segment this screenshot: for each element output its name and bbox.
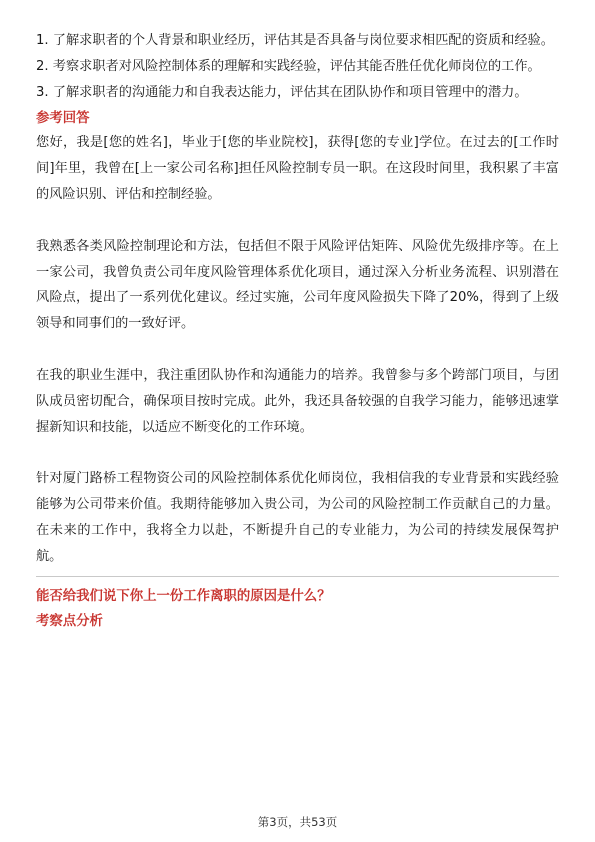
paragraph-gap xyxy=(36,208,559,234)
page-content xyxy=(36,28,559,633)
answer-label: 参考回答 xyxy=(36,111,90,127)
section-divider xyxy=(36,576,559,577)
answer-paragraph-4: 针对厦门路桥工程物资公司的风险控制体系优化师岗位，我相信我的专业背景和实践经验能够为公司带来价值。我期待能够加入贵公司，为公司的风险控制工作贡献自己的力量。在未来的工作中，我将全力以赴，不断提升自己的专业能力，为公司的持续发展保驾护航。 xyxy=(36,471,559,564)
assessment-point-3: 3. 了解求职者的沟通能力和自我表达能力，评估其在团队协作和项目管理中的潜力。 xyxy=(36,84,528,100)
assessment-point-2: 2. 考察求职者对风险控制体系的理解和实践经验，评估其能否胜任优化师岗位的工作。 xyxy=(36,58,541,74)
answer-paragraph-1: 您好，我是[您的姓名]，毕业于[您的毕业院校]，获得[您的专业]学位。在过去的[工作时间]年里，我曾在[上一家公司名称]担任风险控制专员一职。在这段时间里，我积累了丰富的风险识别、评估和控制经验。 xyxy=(36,135,559,202)
answer-paragraph-3: 在我的职业生涯中，我注重团队协作和沟通能力的培养。我曾参与多个跨部门项目，与团队成员密切配合，确保项目按时完成。此外，我还具备较强的自我学习能力，能够迅速掌握新知识和技能，以适应不断变化的工作环境。 xyxy=(36,367,559,435)
next-question: 能否给我们说下你上一份工作离职的原因是什么？ xyxy=(36,588,331,604)
assessment-point-1: 1. 了解求职者的个人背景和职业经历，评估其是否具备与岗位要求相匹配的资质和经验。 xyxy=(36,33,554,48)
paragraph-gap xyxy=(36,337,559,363)
page-footer: 第3页，共53页 xyxy=(257,815,338,829)
analysis-label: 考察点分析 xyxy=(36,613,103,629)
answer-paragraph-2: 我熟悉各类风险控制理论和方法，包括但不限于风险评估矩阵、风险优先级排序等。在上一家公司，我曾负责公司年度风险管理体系优化项目，通过深入分析业务流程、识别潜在风险点，提出了一系列优化建议。经过实施，公司年度风险损失下降了20%，得到了上级领导和同事们的一致好评。 xyxy=(36,238,559,332)
paragraph-gap xyxy=(36,440,559,466)
